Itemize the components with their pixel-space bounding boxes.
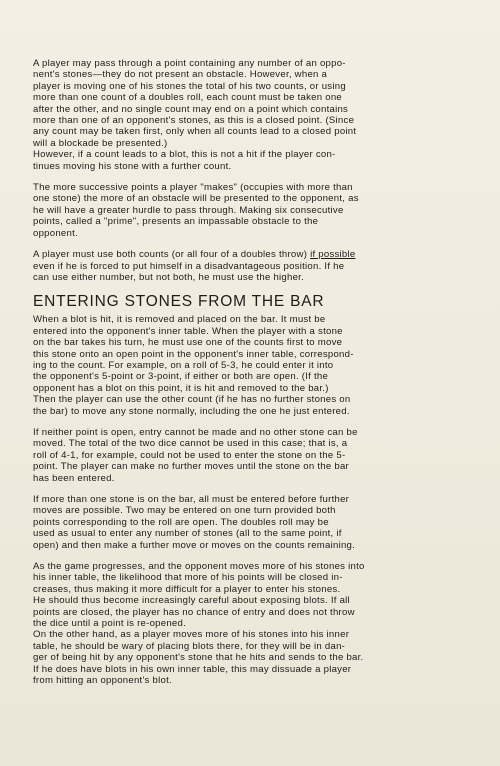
text-line: However, if a count leads to a blot, this is not a hit if the player con-	[33, 149, 336, 161]
text-line: on the bar takes his turn, he must use one of the counts first to move	[33, 337, 343, 349]
text-line: any count may be taken first, only when all counts lead to a closed point	[33, 126, 357, 138]
text-line: As the game progresses, and the opponent moves more of his stones into	[33, 561, 365, 573]
text-line: used as usual to enter any number of stones (all to the same point, if	[33, 528, 342, 540]
text-line: On the other hand, as a player moves more of his stones into his inner	[33, 629, 350, 641]
paragraph-multiple-stones	[33, 494, 469, 551]
text-line: creases, thus making it more difficult for a player to enter his stones.	[33, 583, 341, 595]
paragraph-gap	[33, 239, 469, 249]
text-line: A player may pass through a point containing any number of an oppo-	[33, 58, 346, 69]
paragraph-passing-stones	[33, 58, 469, 172]
paragraph-game-progresses	[33, 561, 469, 686]
text-line: points, called a "prime", presents an impassable obstacle to the	[33, 216, 319, 228]
text-line: moved. The total of the two dice cannot be used in this case; that is, a	[33, 438, 348, 450]
text-line: When a blot is hit, it is removed and placed on the bar. It must be	[33, 314, 326, 326]
document-body	[33, 58, 469, 687]
text-line: tinues moving his stone with a further count.	[33, 160, 232, 172]
text-line: entered into the opponent's inner table. When the player with a stone	[33, 325, 343, 337]
text-line: more than one count of a doubles roll, each count must be taken one	[33, 92, 343, 104]
paragraph-blot-hit	[33, 314, 469, 417]
text-line: the bar) to move any stone normally, including the one he just entered.	[33, 405, 350, 417]
text-line: points are closed, the player has no chance of entry and does not throw	[33, 606, 355, 618]
text-line: nent's stones—they do not present an obstacle. However, when a	[33, 69, 328, 81]
text-line: player is moving one of his stones the total of his two counts, or using	[33, 80, 346, 92]
paragraph-gap	[33, 417, 469, 427]
paragraph-no-entry	[33, 427, 469, 484]
paragraph-gap	[33, 484, 469, 494]
text-line: ing to the count. For example, on a roll of 5-3, he could enter it into	[33, 359, 334, 371]
text-line: points corresponding to the roll are open. The doubles roll may be	[33, 516, 329, 528]
text-line: If neither point is open, entry cannot be made and no other stone can be	[33, 426, 358, 438]
text-line: point. The player can make no further moves until the stone on the bar	[33, 461, 349, 473]
text-line: has been entered.	[33, 472, 115, 484]
text-line: open) and then make a further move or moves on the counts remaining.	[33, 539, 356, 551]
text-line: he will have a greater hurdle to pass through. Making six consecutive	[33, 204, 344, 216]
text-line: opponent.	[33, 227, 78, 239]
text-line: If more than one stone is on the bar, all must be entered before further	[33, 494, 350, 505]
paragraph-gap	[33, 551, 469, 561]
text-segment: A player must use both counts (or all four of a doubles throw)	[33, 249, 311, 261]
text-line: this stone onto an open point in the opponent's inner table, correspond-	[33, 348, 354, 360]
text-line: one stone) the more of an obstacle will be presented to the opponent, as	[33, 193, 359, 205]
paragraph-gap	[33, 172, 469, 182]
text-line: opponent has a blot on this point, it is hit and removed to the bar.)	[33, 382, 329, 394]
text-line: roll of 4-1, for example, could not be used to enter the stone on the 5-	[33, 449, 346, 461]
text-line: He should thus become increasingly careful about exposing blots. If all	[33, 595, 350, 607]
text-line: his inner table, the likelihood that more of his points will be closed in-	[33, 572, 343, 584]
text-line: the dice until a point is re-opened.	[33, 618, 186, 630]
text-line: If he does have blots in his own inner table, this may dissuade a player	[33, 663, 352, 675]
text-line	[33, 249, 469, 260]
paragraph-both-counts	[33, 249, 469, 283]
text-line: more than one of an opponent's stones, as this is a closed point. (Since	[33, 115, 355, 127]
text-line: can use either number, but not both, he must use the higher.	[33, 271, 304, 283]
text-line: moves are possible. Two may be entered on one turn provided both	[33, 505, 336, 517]
text-line: table, he should be wary of placing blots there, for they will be in dan-	[33, 640, 346, 652]
paragraph-making-points	[33, 182, 469, 239]
text-line: after the other, and no single count may end on a point which contains	[33, 103, 349, 115]
text-line: even if he is forced to put himself in a disadvantageous position. If he	[33, 260, 345, 272]
underlined-text: if possible	[310, 249, 356, 261]
section-heading: ENTERING STONES FROM THE BAR	[33, 293, 325, 311]
text-line: from hitting an opponent's blot.	[33, 675, 172, 687]
text-line: Then the player can use the other count (if he has no further stones on	[33, 394, 351, 406]
text-line: the opponent's 5-point or 3-point, if either or both are open. (If the	[33, 371, 329, 383]
text-line: will a blockade be presented.)	[33, 137, 168, 149]
text-line: The more successive points a player "makes" (occupies with more than	[33, 182, 353, 194]
text-line: ger of being hit by any opponent's stone that he hits and sends to the bar.	[33, 652, 364, 664]
